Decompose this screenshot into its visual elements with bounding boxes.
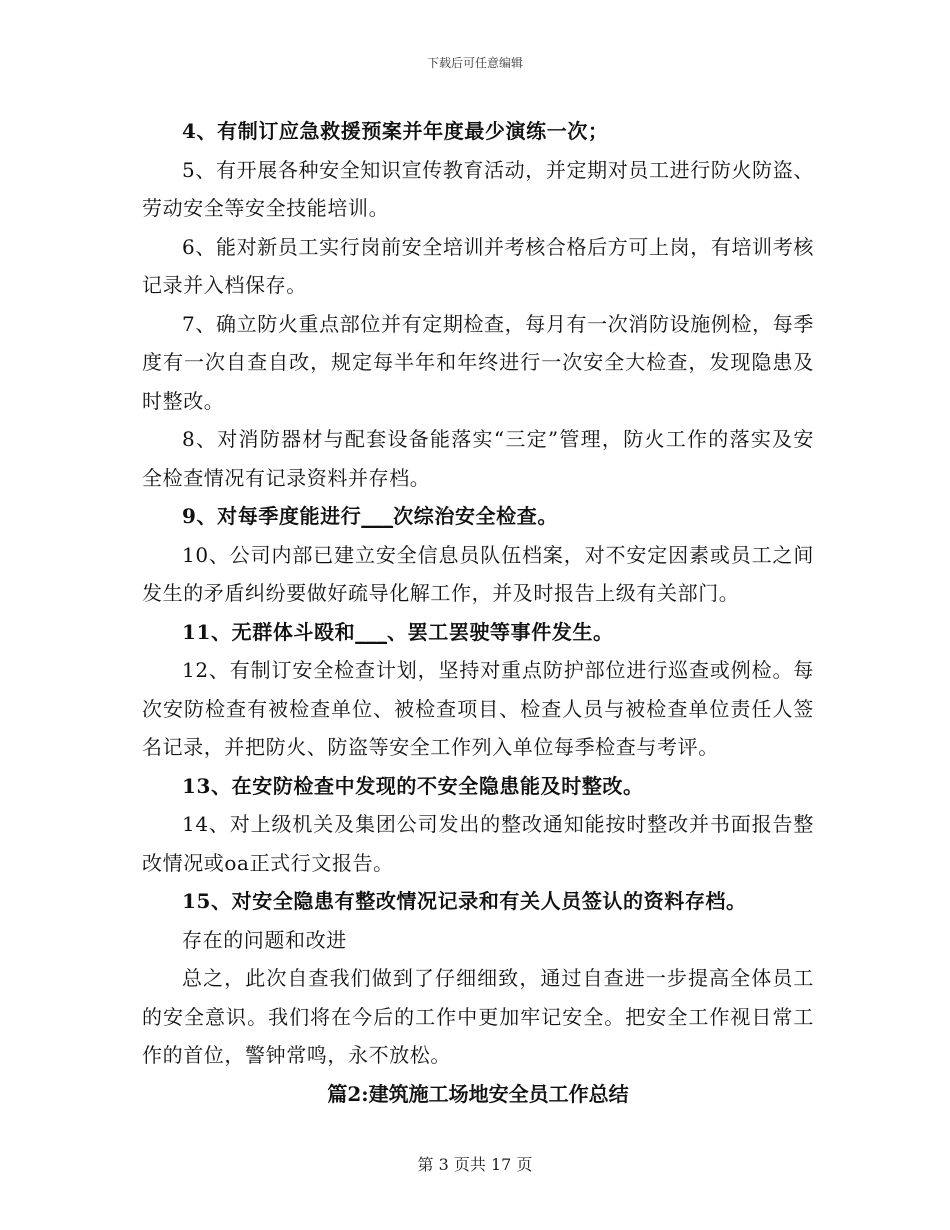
fill-in-blank: ___ [361,504,394,528]
paragraph-item-15: 15、对安全隐患有整改情况记录和有关人员签认的资料存档。 [182,889,747,913]
paragraph-item-9-pre: 9、对每季度能进行 [182,504,362,528]
paragraph-item-9-post: 次综治安全检查。 [393,504,558,528]
paragraph-item-10: 10、公司内部已建立安全信息员队伍档案，对不安定因素或员工之间发生的矛盾纠纷要做好疏导化解工作，并及时报告上级有关部门。 [142,542,814,605]
paragraph-item-13: 13、在安防检查中发现的不安全隐患能及时整改。 [182,773,644,798]
paragraph-item-4: 4、有制订应急救援预案并年度最少演练一次； [182,119,609,143]
paragraph-item-14: 14、对上级机关及集团公司发出的整改通知能按时整改并书面报告整改情况或oa正式行文报告。 [142,812,814,875]
paragraph-item-7: 7、确立防火重点部位并有定期检查，每月有一次消防设施例检，每季度有一次自查自改，规定每半年和年终进行一次安全大检查，发现隐患及时整改。 [142,311,814,413]
paragraph-item-5: 5、有开展各种安全知识宣传教育活动，并定期对员工进行防火防盗、劳动安全等安全技能培训。 [142,157,814,220]
paragraph-conclusion: 总之，此次自查我们做到了仔细细致，通过自查进一步提高全体员工的安全意识。我们将在今后的工作中更加牢记安全。把安全工作视日常工作的首位，警钟常鸣，永不放松。 [142,966,814,1067]
fill-in-blank: ___ [355,619,388,644]
paragraph-item-11 [142,613,814,652]
paragraph-problems-heading: 存在的问题和改进 [182,927,347,952]
paragraph-item-9 [142,497,814,536]
paragraph-item-11-pre: 11、无群体斗殴和 [182,619,356,644]
section-heading: 篇2:建筑施工场地安全员工作总结 [327,1081,629,1106]
paragraph-item-8: 8、对消防器材与配套设备能落实“三定”管理，防火工作的落实及安全检查情况有记录资料并存档。 [142,427,814,490]
paragraph-item-11-post: 、罢工罢驶等事件发生。 [387,619,614,644]
page-number: 第 3 页共 17 页 [417,1155,533,1174]
page-header-note: 下载后可任意编辑 [426,56,523,70]
document-body [142,112,814,1113]
paragraph-item-6: 6、能对新员工实行岗前安全培训并考核合格后方可上岗，有培训考核记录并入档保存。 [142,234,814,297]
paragraph-item-12: 12、有制订安全检查计划，坚持对重点防护部位进行巡查或例检。每次安防检查有被检查单位、被检查项目、检查人员与被检查单位责任人签名记录，并把防火、防盗等安全工作列入单位每季检查与考评。 [142,658,814,759]
